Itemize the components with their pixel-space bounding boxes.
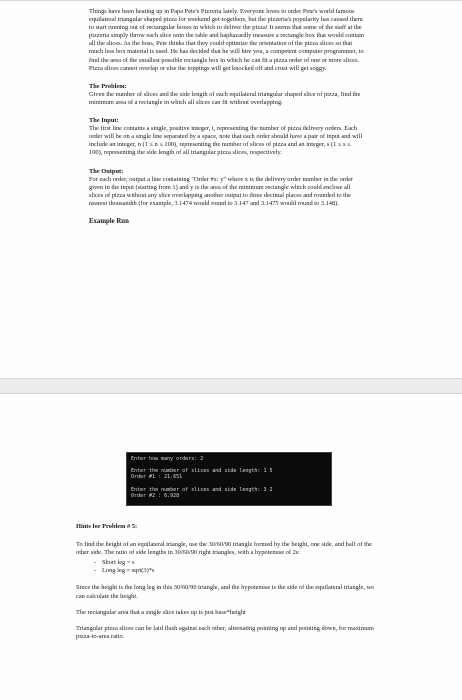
- terminal-output-line: Order #2 : 6.928: [131, 492, 180, 499]
- terminal-line: Enter the number of slices and side length: 1 5: [131, 468, 273, 475]
- intro-paragraph: Things have been heating up in Papa Pete's Pizzeria lately. Everyone loves to order Pete's world famous equilateral triangular shaped pizza for weekend get-togethers, but the pizzeria's popularity has caused them to start running out of rectangular boxes in which to deliver the pizza! It seems that some of the staff at the pizzeria simply throw each slice onto the table and haphazardly measure a rectangle box that would contain all the slices. As the boss, Pete thinks that they could optimize the orientation of the pizza slices so that much less box material is used. He has decided that he will hire you, a competent computer programmer, to find the area of the smallest possible rectangle box in which he can fit a pizza order of one or more slices. Pizza slices cannot overlap or else the toppings will get knocked off and crust will get soggy.: [89, 8, 365, 72]
- page-break: [0, 378, 462, 394]
- terminal-line: Enter the number of slices and side length: 3 2: [131, 486, 273, 493]
- example-run-section: [89, 218, 365, 226]
- input-heading: The Input:: [89, 117, 119, 125]
- hints-paragraph: Triangular pizza slices can be laid flush against each other, alternating pointing up and pointing down, for maximum pizza-to-area ratio.: [76, 624, 374, 640]
- hints-paragraph: Since the height is the long leg in this 30/60/90 triangle, and the hypotenuse is the side of the equilateral triangle, we can calculate the height.: [76, 584, 374, 600]
- terminal-output-line: Order #1 : 21.651: [131, 474, 183, 481]
- terminal-screenshot: [126, 452, 332, 506]
- input-text: The first line contains a single, positive integer, t, representing the number of pizza delivery orders. Each order will be on a single line separated by a space, note that each order should have a pair of input and will include an integer, n (1 ≤ n ≤ 100), representing the number of slices of pizza and an integer, s (1 ≤ s ≤ 100), representing the side length of all triangular pizza slices, respectively.: [89, 125, 363, 157]
- hints-bullet-item: - Long leg = sqrt(3)*s: [94, 567, 376, 575]
- output-heading: The Output:: [89, 167, 124, 175]
- problem-section: [89, 83, 365, 107]
- problem-text: Given the number of slices and the side length of each equilateral triangular shaped slice of pizza, find the minimum area of a rectangle in which all slices can fit without overlapping.: [89, 90, 361, 106]
- hints-section: [76, 523, 376, 649]
- hints-bullet-list: [76, 559, 376, 575]
- page-1-content: [89, 8, 365, 236]
- output-section: [89, 168, 365, 208]
- terminal-line: Enter how many orders: 2: [131, 456, 204, 462]
- hints-paragraph: To find the height of an equilateral triangle, use the 30/60/90 triangle formed by the height, one side, and half of the other side. The ratio of side lengths in 30/60/90 right triangles, with a hypotenuse of 2s:: [76, 541, 372, 557]
- hints-heading-text: Hints for Problem # 5:: [76, 523, 138, 530]
- output-text: For each order, output a line containing "Order #x: y" where x is the delivery order number in the order given in the input (starting from 1) and y is the area of the minimum rectangle which could enclose all slices of pizza without any slice overlapping another output to three decimal places and rounded to the nearest thousandth (for example, 3.1474 would round to 3.147 and 3.1475 would round to 3.148).: [89, 175, 354, 207]
- hints-bullet-item: - Short leg = s: [94, 559, 376, 567]
- example-run-heading: Example Run: [89, 217, 129, 225]
- input-section: [89, 117, 365, 157]
- problem-heading: The Problem:: [89, 82, 127, 90]
- hints-heading: [76, 523, 376, 531]
- page-top-border: [0, 0, 462, 1]
- hints-paragraph: The rectangular area that a single slice takes up is just base*height: [76, 608, 246, 616]
